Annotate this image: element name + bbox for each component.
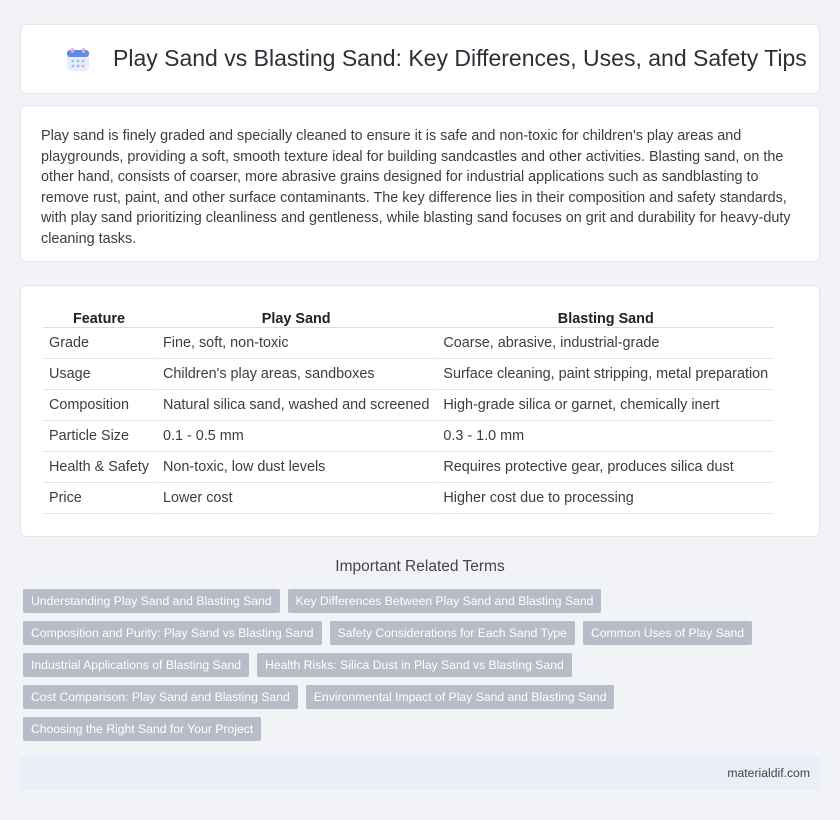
tag-row xyxy=(23,685,823,717)
table-cell: Price xyxy=(43,483,155,514)
table-cell: Particle Size xyxy=(43,421,155,452)
related-term-link[interactable]: Health Risks: Silica Dust in Play Sand vs Blasting Sand xyxy=(257,653,572,677)
table-cell: Fine, soft, non-toxic xyxy=(155,328,435,359)
footer-site-link[interactable]: materialdif.com xyxy=(727,766,810,780)
table-row xyxy=(43,483,774,514)
intro-card xyxy=(20,105,820,262)
table-cell: 0.3 - 1.0 mm xyxy=(435,421,774,452)
table-cell: Natural silica sand, washed and screened xyxy=(155,390,435,421)
header-card xyxy=(20,24,820,94)
table-cell: 0.1 - 0.5 mm xyxy=(155,421,435,452)
intro-text: Play sand is finely graded and specially cleaned to ensure it is safe and non-toxic for children's play areas and playgrounds, providing a soft, smooth texture ideal for building sandcastles and other activities. Blasting sand, on the other hand, consists of coarser, more abrasive grains designed for industrial applications such as sandblasting to remove rust, paint, and other surface contaminants. The key difference lies in their composition and safety standards, with play sand prioritizing cleanliness and gentleness, while blasting sand focuses on grit and durability for heavy-duty cleaning tasks. xyxy=(41,128,791,247)
table-cell: Usage xyxy=(43,359,155,390)
table-cell: Requires protective gear, produces silica dust xyxy=(435,452,774,483)
related-term-link[interactable]: Understanding Play Sand and Blasting Sand xyxy=(23,589,280,613)
table-cell: Coarse, abrasive, industrial-grade xyxy=(435,328,774,359)
table-cell: Composition xyxy=(43,390,155,421)
table-row xyxy=(43,452,774,483)
page-title: Play Sand vs Blasting Sand: Key Differences, Uses, and Safety Tips xyxy=(113,45,807,71)
related-term-link[interactable]: Composition and Purity: Play Sand vs Blasting Sand xyxy=(23,621,322,645)
tag-row xyxy=(23,589,823,621)
table-cell: Surface cleaning, paint stripping, metal preparation xyxy=(435,359,774,390)
table-cell: Grade xyxy=(43,328,155,359)
table-row xyxy=(43,421,774,452)
table-cell: Lower cost xyxy=(155,483,435,514)
related-term-link[interactable]: Common Uses of Play Sand xyxy=(583,621,752,645)
footer xyxy=(20,757,820,790)
table-header-row xyxy=(43,306,774,328)
related-term-link[interactable]: Environmental Impact of Play Sand and Blasting Sand xyxy=(306,685,615,709)
table-row xyxy=(43,359,774,390)
related-term-link[interactable]: Cost Comparison: Play Sand and Blasting Sand xyxy=(23,685,298,709)
table-cell: High-grade silica or garnet, chemically inert xyxy=(435,390,774,421)
table-row xyxy=(43,328,774,359)
table-row xyxy=(43,390,774,421)
tag-row xyxy=(23,717,823,749)
related-term-link[interactable]: Choosing the Right Sand for Your Project xyxy=(23,717,261,741)
table-cell: Higher cost due to processing xyxy=(435,483,774,514)
table-cell: Children's play areas, sandboxes xyxy=(155,359,435,390)
calendar-icon xyxy=(65,47,91,73)
related-terms-title: Important Related Terms xyxy=(335,558,505,575)
related-term-link[interactable]: Industrial Applications of Blasting Sand xyxy=(23,653,249,677)
header-feature: Feature xyxy=(43,306,155,328)
table-cell: Non-toxic, low dust levels xyxy=(155,452,435,483)
related-term-link[interactable]: Key Differences Between Play Sand and Blasting Sand xyxy=(288,589,602,613)
comparison-table xyxy=(43,306,774,514)
related-term-link[interactable]: Safety Considerations for Each Sand Type xyxy=(330,621,575,645)
header-play-sand: Play Sand xyxy=(155,306,435,328)
comparison-card xyxy=(20,285,820,537)
tag-row xyxy=(23,621,823,653)
table-cell: Health & Safety xyxy=(43,452,155,483)
tag-row xyxy=(23,653,823,685)
related-terms-list xyxy=(23,589,823,749)
header-blasting-sand: Blasting Sand xyxy=(435,306,774,328)
